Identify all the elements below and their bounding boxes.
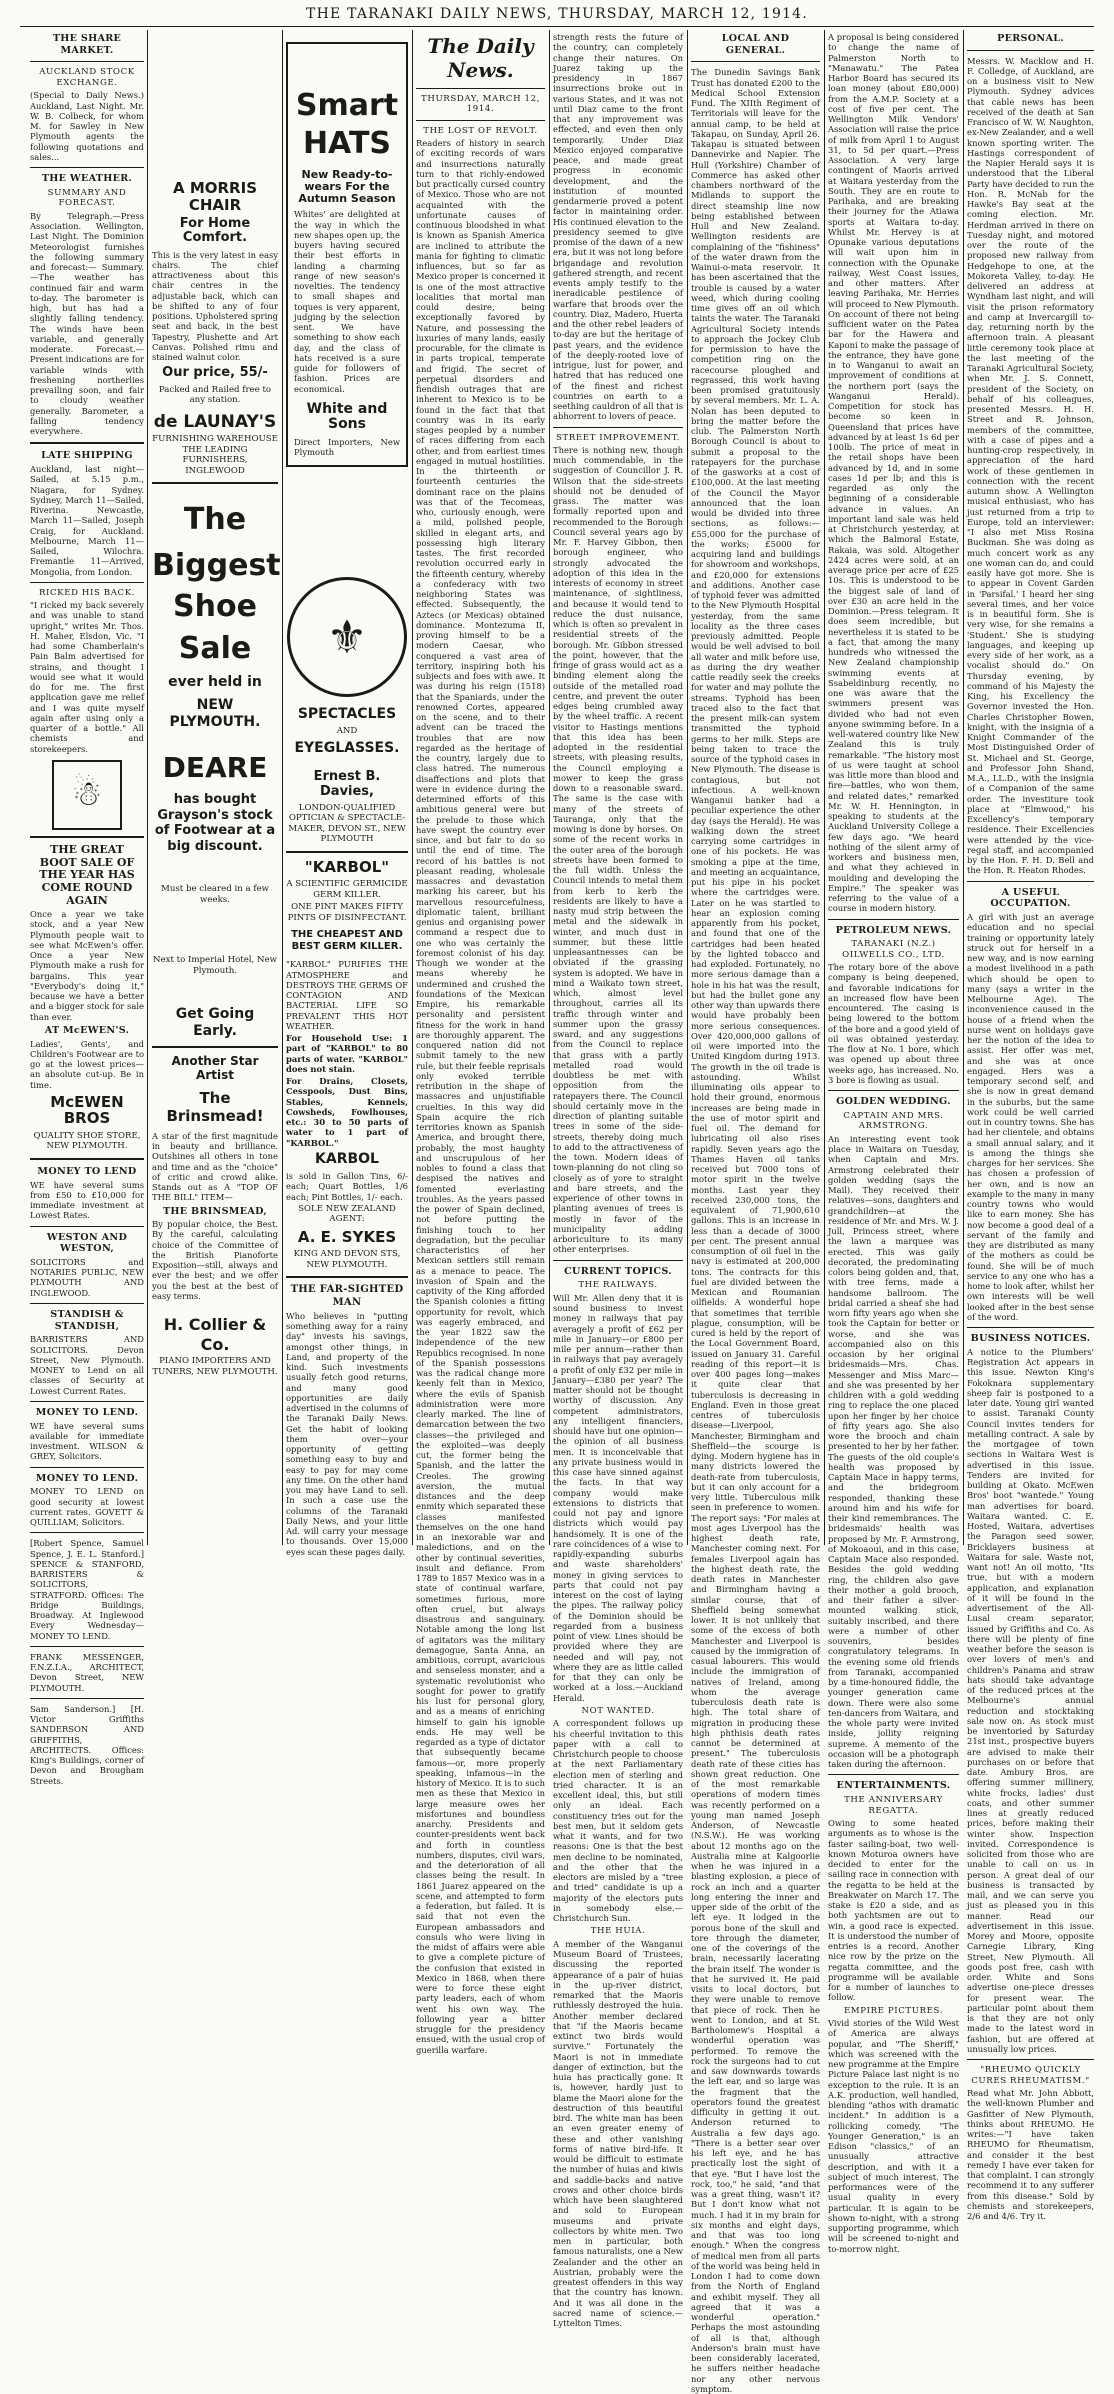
money-3-heading: MONEY TO LEND. xyxy=(35,1472,139,1484)
revolt-heading: THE LOST OF REVOLT. xyxy=(423,125,538,136)
column-5 xyxy=(553,30,683,2329)
mcewen-sub: QUALITY SHOE STORE, NEW PLYMOUTH. xyxy=(33,1130,141,1152)
morris-chair-price: Our price, 55/- xyxy=(162,365,268,381)
brinsmead-body: A star of the first magnitude in beauty and brilliance. Outshines all others in tone and time and as the "choice" of critic and crowd alike. Stands out as A "TOP OF THE BILL" ITEM— xyxy=(152,1130,278,1203)
eyeglasses-heading: EYEGLASSES. xyxy=(294,739,400,756)
far-sighted-heading: THE FAR-SIGHTED MAN xyxy=(290,1284,404,1308)
local-general-heading: LOCAL AND GENERAL. xyxy=(721,33,790,56)
shoe-sale-the: The xyxy=(183,502,247,538)
column-rule xyxy=(824,30,825,1545)
share-market-subheading: AUCKLAND STOCK EXCHANGE. xyxy=(39,67,135,88)
collier-name: H. Collier & Co. xyxy=(163,1315,267,1354)
karbol-heading-2: KARBOL xyxy=(315,1150,379,1167)
deare-cleared: Must be cleared in a few weeks. xyxy=(161,884,269,905)
railways-body: Will Mr. Allen deny that it is sound business to invest money in railways that pay averagely a profit of £62 per mile in January—or £800 per mile per annum—rather than in railways that pay averagely a profit of only £32 per mile in January—£380 per year? The matter should not be thought worthy of discussion. Any competent administrators, any intelligent financiers, should have but one opinion—the opinion of all business men. It is inconceivable that any private business would in this case have sinned against the facts. In that way company would make extensions to districts that could not pay and ignore districts which would pay handsomely. It is one of the rare coincidences of a wise to rapidly-expanding suburbs and waste shareholders' money in giving services to parts that could not pay interest on the cost of laying the pipes. The railway policy of the Dominion should be regarded from a business point of view. Lines should be provided where they are needed and will pay, not where they are as little called for that they can only be worked at a loss.—Auckland Herald. xyxy=(553,1292,683,1703)
column-rule xyxy=(147,30,148,1545)
karbol-heading: "KARBOL" xyxy=(304,857,390,876)
masthead: THE TARANAKI DAILY NEWS, THURSDAY, MARCH 12, 1914. xyxy=(306,6,808,22)
brinsmead-subheading: THE BRINSMEAD, xyxy=(162,1205,268,1217)
dateline: THURSDAY, MARCH 12, 1914. xyxy=(421,93,540,115)
personal-heading: PERSONAL. xyxy=(997,33,1064,44)
petroleum-heading: PETROLEUM NEWS. xyxy=(835,924,952,936)
street-body: There is nothing new, though much commendable, in the suggestion of Councillor J. R. Wilson that the side-streets should not be denuded of grass. The matter was formally reported upon and recommended to the Borough Council several years ago by Mr. F. Harvey Gibbon, then borough engineer, who strongly advocated the adoption of this idea in the interests of economy in street maintenance, of sightliness, and because it would tend to reduce the dust nuisance, which is often so prevalent in residential streets of the borough. Mr. Gibbon stressed the point, however, that the fringe of grass would act as a binding element along the outside of the metalled road centre, and prevent the outer edges being crumbled away by the wheel traffic. A recent visitor to Hastings mentions that this idea has been adopted in the residential streets, with pleasing results, the Council employing a mower to keep the grass down to a reasonable sward. The same is the case with many of the streets of Tauranga, only that the mowing is done by horses. On some of the recent works in the outer area of the borough streets have been formed to the full width. Unless the Council intends to metal them from kerb to kerb the residents are likely to have a nasty mud strip between the metal and the sidewalk in winter, and much dust in summer, but these little unpleasantnesses can be obviated if the grassing system is adopted. We have in mind a Waikato town street, which, almost level throughout, carries all its traffic through winter and summer upon the grassy sward, and any suggestions from the Council to replace that grass with a partly metalled road would doubtless be met with opposition from the ratepayers there. The Council should certainly move in the direction of planting suitable trees in some of the side-streets, thereby doing much to add to the attractiveness of the town. Modern ideas of town-planning do not cling so closely as of yore to straight and bare streets, and the experience of other towns in planting avenues of trees is mostly in favor of the municipality adding arboriculture to its many other enterprises. xyxy=(553,444,683,1255)
hats-heading: HATS xyxy=(302,125,392,161)
morris-chair-note: Packed and Railed free to any station. xyxy=(158,384,272,406)
ricked-back-body: "I ricked my back severely and was unable to stand upright," writes Mr. Thos. H. Maher, Elsdon, Vic. "I had some Chamberlain's Pain Balm advertised for strains, and thought I would see what it would do for me. The first application gave me relief and I was quite myself again after using only a quarter of a bottle." All chemists and storekeepers. xyxy=(30,600,144,754)
huia-body: A member of the Wanganui Museum Board of Trustees, discussing the reported appearance of a pair of huias in the up-river district, remarked that the Maoris ruthlessly destroyed the huia. Another member declared that "if the Maoris became extinct two birds would survive." Fortunately the Maori is not in immediate danger of extinction, but the huia has practically gone. It is, however, hardly just to blame the Maori alone for the destruction of this beautiful bird. The white man has been an even greater enemy of these and other vanishing forms of native bird-life. It would be difficult to estimate the number of huias and kiwis and saddle-backs and native crows and other choice birds which have been slaughtered and sold to European museums and private collectors by white men. Two men in particular, both famous naturalists, one a New Zealander and the other an Austrian, probably were the greatest offenders in this way that the country has known. And it was all done in the sacred name of science.—Lyttelton Times. xyxy=(553,1938,683,2329)
money-to-lend-heading: MONEY TO LEND xyxy=(37,1165,137,1177)
whites-sub: Direct Importers, New Plymouth xyxy=(294,436,400,457)
empire-pictures-heading: EMPIRE PICTURES. xyxy=(843,2005,944,2016)
boot-sale-body-2: Ladies', Gents', and Children's Footwear are to go at the lowest prices—an absolute cut-up. Be in time. xyxy=(30,1038,144,1090)
masthead-rule xyxy=(20,26,1094,27)
collier-sub: PIANO IMPORTERS AND TUNERS, NEW PLYMOUTH. xyxy=(152,1356,278,1377)
shoe-sale-biggest: Biggest xyxy=(152,547,281,583)
business-notices-heading: BUSINESS NOTICES. xyxy=(970,1333,1091,1345)
boot-sale-at: AT McEWEN'S. xyxy=(44,1024,130,1036)
messenger-notice: FRANK MESSENGER, F.N.Z.I.A., ARCHITECT, Devon Street, NEW PLYMOUTH. xyxy=(30,1651,144,1693)
delaunay-sub: FURNISHING WAREHOUSE THE LEADING FURNISHERS, INGLEWOOD xyxy=(152,434,278,476)
smart-hats-sub: New Ready-to-wears For the Autumn Season xyxy=(298,168,396,206)
smart-hats-body: Whites' are delighted at the way in which the new shapes open up, the buyers having secured their best efforts in landing a charming range of new season's novelties. The tendency to small shapes and toques is very apparent, judging by the selection sent. We have something to show each day, and the class of hats received is a sure guide for followers of fashion. Prices are economical. xyxy=(294,209,400,394)
man-figure-icon: ☃ xyxy=(52,760,122,830)
shipping-body: Auckland, last night—Sailed, at 5.15 p.m., Niagara, for Sydney. Sydney, March 11—Sailed, Riverina. Newcastle, March 11—Sailed, Joseph Craig, for Auckland. Melbourne, March 11—Sailed, Wilochra. Fremantle 11—Arrived, Mongolia, from London. xyxy=(30,464,144,577)
ricked-back-heading: RICKED HIS BACK. xyxy=(38,587,136,598)
davies-name: Ernest B. Davies, xyxy=(313,769,381,799)
weather-body: By Telegraph.—Press Association. Wellington, Last Night. The Dominion Meteorologist furnishes the following summary and forecast:— Summary.—The weather has continued fair and warm to-day. The barometer is high, but has had a slightly falling tendency. The winds have been variable, and generally moderate. Forecast.—Present indications are for variable winds with freshening northerlies prevailing soon, and fair to cloudy weather generally. Barometer, a falling tendency everywhere. xyxy=(30,210,144,437)
column-rule xyxy=(412,30,413,1545)
get-going-early: Get Going Early. xyxy=(175,1006,255,1040)
deare-body: has bought Grayson's stock of Footwear at a big discount. xyxy=(154,792,276,854)
sykes-sub: KING AND DEVON STS, NEW PLYMOUTH. xyxy=(293,1249,401,1270)
column-rule xyxy=(282,30,283,1545)
entertainments-heading: ENTERTAINMENTS. xyxy=(836,1780,951,1792)
column-1 xyxy=(30,30,144,1786)
karbol-cheap: THE CHEAPEST AND BEST GERM KILLER. xyxy=(291,929,403,953)
regatta-body: Owing to some heated arguments as to whose is the faster sailing-boat, two well-known Moturoa owners have decided to enter for the sailing race in connection with the regatta to be held at the Breakwater on March 17. The stake is £20 a side, and as both yachtsmen are out to win, a good race is expected. It is understood the number of entries is a record. Another nice row by the prize on the regatta committee, and the programme will be available for a number of launches to follow. xyxy=(828,1818,959,2003)
column-rule xyxy=(687,30,688,1545)
delaunay-name: de LAUNAY'S xyxy=(153,411,277,432)
shoe-sale-shoe: Shoe xyxy=(173,589,257,625)
karbol-agent: SOLE NEW ZEALAND AGENT: xyxy=(298,1203,396,1225)
deare-name: DEARE xyxy=(162,750,268,784)
column-rule xyxy=(549,30,550,1545)
smart-hats-ad xyxy=(286,42,408,467)
spectacles-heading: SPECTACLES xyxy=(297,706,397,723)
karbol-pint: ONE PINT MAKES FIFTY PINTS OF DISINFECTANT. xyxy=(287,902,407,923)
not-wanted-body: A correspondent follows up his cheerful invitation to this paper with a call to Christchurch people to choose at the next Parliamentary election men of sterling and tried character. It is an excellent ideal, this, but still only an ideal. Each constituency tries out for the best men, but it seldom gets what it wants, and for two reasons: One is that the best men decline to be nominated, and the other that the electors are misled by a "tree and tried" candidate is up a majority of the electors puts in somebody else.—Christchurch Sun. xyxy=(553,1718,683,1924)
standish-heading: STANDISH & STANDISH, xyxy=(50,1308,124,1332)
griffiths-notice: Sam Sanderson.] [H. Victor Griffiths SANDERSON AND GRIFFITHS, ARCHITECTS. Offices: King's Buildings, corner of Devon and Brougham Streets. xyxy=(30,1703,144,1786)
smart-heading: Smart xyxy=(295,88,399,123)
huia-heading: THE HUIA. xyxy=(590,1926,646,1937)
golden-wedding-body: An interesting event took place in Waitara on Tuesday, when Captain and Mrs. Armstrong celebrated their golden wedding (says the Mail). They received their relatives—sons, daughters and grandchildren—at the residence of Mr. and Mrs. W. J. Jull, Princess street, where the lawn a marquee was erected. This was gaily decorated, the predominating colors being golden and, that, with tree ferns, made a handsome ballroom. The bridal carried a sheaf she had worn fifty years ago when she took the Captain for better or worse, and she was accompanied also on this occasion by her original bridesmaids—Mrs. Chas. Messenger and Miss Marc—and she was presented by her children with a gold wedding ring to replace the one placed upon her finger by her choice of fifty years ago. She also wore the brooch and chain presented to her by her father. The guests of the old couple's health was proposed by Captain Mace in happy terms, and the bridegroom responded, thanking these around him and his wife for their kind remembrances. The bridesmaids' health was proposed by Mr. F. Armstrong, of Mokoaoui, and in this case, Captain Mace also responded. Besides the gold wedding ring, the children also gave their mother a gold brooch, and their father a silver-mounted walking stick, suitably inscribed, and there were a number of other souvenirs, besides congratulatory telegrams. In the evening some old friends from Taranaki, accompanied by a time-honoured fiddle, the younger generation came down. There were also some ten-dancers from Waitara, and the whole party were invited inside, jollity reigning supreme. A memento of the occasion will be a photograph taken during the afternoon. xyxy=(828,1133,959,1770)
karbol-household: For Household Use: 1 part of "KARBOL" to 80 parts of water. "KARBOL" does not stain. xyxy=(286,1033,408,1074)
shoe-sale-sale: Sale xyxy=(178,630,252,666)
railways-heading: THE RAILWAYS. xyxy=(578,1280,658,1291)
money-to-lend-body: WE have several sums from £50 to £10,000 for immediate investment at Lowest Rates. xyxy=(30,1179,144,1221)
column-8 xyxy=(967,30,1094,2222)
local-general-body: The Dunedin Savings Bank Trust has donated £200 to the Medical School Extension Fund. The XIIth Regiment of Territorials will leave for the annual camp, to be held at Takapau, on Sunday, April 26. Takapau is situated between Dannevirke and Napier. The Hull (Yorkshire) Chamber of Commerce has asked other chambers northward of the Midlands to support the direct steamship line now being established between Hull and New Zealand. Wellington residents are complaining of the "fishiness" of the water drawn from the Wainui-o-mata reservoir. It has been ascertained that the trouble is caused by a water weed, which during cooling time gives off an oil which taints the water. The Taranaki Agricultural Society intends to approach the Jockey Club for permission to have the competition ring on the racecourse ploughed and regrassed, this work having been promised gratuitously by several members. Mr. L. A. Nolan has been deputed to bring the matter before the club. The Palmerston North Borough Council is about to submit a proposal to the ratepayers for the purchase of the gasworks at a cost of £100,000. At the last meeting of the Council the Mayor announced that the loan would be divided into three sections, as follows:— £55,000 for the purchase of the works; £5000 for acquiring land and buildings for showroom and workshops, and £20,000 for extensions and additions. Another case of typhoid fever was admitted to the New Plymouth Hospital yesterday, from the same locality as the three cases previously admitted. People would be well advised to boil all water and milk before use, as during the dry weather cattle readily seek the creeks for water and may pollute the streams. Typhoid has been traced also to the fact that the present milk-can system transmitted the typhoid germs to her milk. Steps are being taken to trace the source of the typhoid cases in New Plymouth. The disease is contagious, but not infectious. A well-known Wanganui banker had a peculiar experience the other day (says the Herald). He was walking down the street carrying some cartridges in one of his pockets. He was smoking a pipe at the time, and meeting an acquaintance, put his pipe in his pocket where the cartridges were. Later on he was startled to hear an explosion coming apparently from his pocket, and found that one of the cartridges had been heated by the lighted tobacco and had exploded. Fortunately, no more serious damage than a hole in his hat was the result, but had the bullet gone any other way than upwards there would have probably been more serious consequences. Over 420,000,000 gallons of oil were imported into the United Kingdom during 1913. The growth in the oil trade is astounding. Whilst illuminating oils appear to hold their ground, enormous increases are being made in the use of motor spirit and fuel oil. The demand for lubricating oil also rises rapidly. Seven years ago the Thames Haven oil tanks received but 7000 tons of motor spirit in the twelve months. Last year they received 230,000 tons, the equivalent of 71,900,610 gallons. This is an increase in less than a decade of 3000 per cent. The present annual consumption of oil fuel in the navy is estimated at 200,000 tons. The contracts for this fuel are divided between the Mexican and Roumanian oilfields. A wonderful hope that sometimes that terrible plague, consumption, will be cured is held by the report of the Local Government Board, issued on January 31. Careful reading of this report—it is over 400 pages long—makes it quite clear that tuberculosis is decreasing in England. Even in those great centres of tuberculosis disease—Liverpool, Manchester, Birmingham and Sheffield—the scourge is dying. Modern hygiene has in many districts lowered the death-rate from tuberculosis, but it can only account for a very little. Tuberculous milk seen in preference to women. The report says: "For males at most ages Liverpool has the highest death rate, Manchester coming next. For females Liverpool again has the highest death rate, the death rates in Manchester and Birmingham having a similar course, that of Sheffield being somewhat lower. It is not unlikely that some of the excess of both Manchester and Liverpool is caused by the immigration of casual labourers. This would include the immigration of natives of Ireland, among whom the average tuberculosis death rate is high. The total share of migration in producing these high phthisis death rates cannot be determined at present." The tuberculosis death rate of these cities has shown great reduction. One of the most remarkable operations of modern times was recently performed on a young man named Joseph Anderson, of Newcastle (N.S.W.). He was working about 12 months ago on the Australia mine at Kalgoorlie when he was injured in a blasting explosion, a piece of rock an inch and a quarter long entering the inner and upper side of the orbit of the left eye. It lodged in the porous bone of the skull and tore through the diameter, one of the coverings of the brain, necessarily lacerating the brain itself. The wonder is that he survived it. He paid visits to local doctors, but they were unable to remove that piece of rock. Then he went to London, and at St. Bartholomew's Hospital a wonderful operation was performed. To remove the rock the surgeons had to cut and saw downwards towards the left ear, and so large was the fragment that the operators found the greatest difficulty in getting it out. Anderson returned to Australia a few days ago. "There is a better sear over his left eye, and he has practically lost the sight of that eye. "But I have lost the rock, too," he said, "and that was a great thing, wasn't it? But I don't know what not much. I had it in my brain for six months and eight days, and that was too long enough." When the congress of medical men from all parts of the world was being held in London I had to come down from the North of England and exhibit myself. They all agreed that it was a wonderful operation." Perhaps the most astounding of all is that, although Anderson's brain must have been considerably lacerated, he suffers neither headache nor any other nervous symptom. xyxy=(691,67,820,2394)
sykes-name: A. E. SYKES xyxy=(297,1227,397,1246)
empire-pictures-body: Vivid stories of the Wild West of America are always popular, and "The Sheriff," which was screened with the new programme at the Empire Picture Palace last night is no exception to the rule. It is an A.K. production, well handled, blending "athos with dramatic incident." In addition is a rollicking comedy, "The Younger Generation," is an Edison "classics," of an unusually attractive description, and with it a subject of much interest. The performances were of the usual quality in every particular. It is again to be shown to-night, with a strong supporting programme, which will be screened to-night and to-morrow night. xyxy=(828,2018,959,2254)
money-3-body: MONEY TO LEND on good security at lowest current rates. GOVETT & QUILLIAM, Solicitors. xyxy=(30,1486,144,1528)
standish-body: BARRISTERS AND SOLICITORS. Devon Street, New Plymouth. MONEY to Lend on all classes of Security at Lowest Current Rates. xyxy=(30,1334,144,1396)
not-wanted-heading: NOT WANTED. xyxy=(581,1705,655,1716)
shipping-heading: LATE SHIPPING xyxy=(41,450,133,462)
boot-sale-body: Once a year we take stock, and a year New Plymouth people wait to see what McEwen's offer. Once a year New Plymouth make a rush for bargains. This year "Everybody's doing it," because we have a better and a bigger stock for sale than ever. xyxy=(30,909,144,1022)
column-3 xyxy=(286,30,408,1557)
morris-chair-body: This is the very latest in easy chairs. The chief attractiveness about this chair centres in the adjustable back, which can be shifted to any of four positions. Upholstered spring seat and back, in the best Tapestry, Plushette and Art Canvas. Polished rimu and stained walnut color. xyxy=(152,249,278,363)
business-notices-body: A notice to the Plumbers' Registration Act appears in this issue. Newton King's Fokoknara supplementary sheep fair is postponed to a later date. Young girl wanted to assist. Taranaki County Council invites tenders for metalling contract. A sale by the mortgagee of town sections in Waitara West is advertised in this issue. Tenders are invited for building at Okato. McEwen Bros' boot "wantede." Young man advertises for board. Waitara wanted. C. E. Hosted, Waitara, advertises the Paragon seed sower. Bricklayers business at Waitara for sale. Waste not, want not! An oil motto, "Its true, but with a modern application, and explanation of it will be found in the advertisement of the All-Lusal cream separator, issued by Griffiths and Co. As there will be plenty of fine weather before the season is over lovers of men's and children's Panama and straw hats should take advantage of the reduced prices at the Melbourne's annual reduction and stocktaking sale now on. As stock must be inventoried by Saturday 21st inst., prospective buyers are advised to make their purchases on or before that date. Ambury Bros. are offering summer millinery, white frocks, ladies' dust coats, and other summer lines at greatly reduced prices, before making their winter show. Inspection invited. Correspondence is solicited from those who are unable to call on us in person. A great deal of our business is transacted by mail, and we can serve you just as pleased you in this manner. Read our advertisement in this issue. Morey and Moore, opposite Carnegie Library, King Street, New Plymouth. All goods post free, cash with order. White and Sons advertise one-piece dresses for present wear. The particular point about them is that they are not only made to the latest word in fashion, but are offered at unusually low prices. xyxy=(967,1346,1094,2054)
share-market-heading: THE SHARE MARKET. xyxy=(52,33,122,56)
boot-sale-heading: THE GREAT BOOT SALE OF THE YEAR HAS COME ROUND AGAIN xyxy=(39,842,135,907)
golden-wedding-sub: CAPTAIN AND MRS. ARMSTRONG. xyxy=(843,1110,944,1132)
column-4 xyxy=(416,30,545,2055)
deare-address: Next to Imperial Hotel, New Plymouth. xyxy=(153,955,277,976)
column-7 xyxy=(828,30,959,2254)
petroleum-sub: TARANAKI (N.Z.) OILWELLS CO., LTD. xyxy=(842,939,945,960)
petroleum-body: The rotary bore of the above company is being deepened, and favorable indications for an increased flow have been encountered. The casing is being lowered to the bottom of the bore and a good yield of oil was obtained yesterday. The flow at No. 1 bore, which was opened up about three weeks ago, has increased. No. 3 bore is flowing as usual. xyxy=(828,962,959,1085)
weston-body: SOLICITORS and NOTARIES PUBLIC, NEW PLYMOUTH AND INGLEWOOD. xyxy=(30,1256,144,1298)
spence-notice: [Robert Spence, Samuel Spence, J. E. L. Stanford.] SPENCE & STANFORD, BARRISTERS & SOLICITORS, STRATFORD. Offices: The Bridge Buildings, Broadway. At Inglewood Every Wednesday— MONEY TO LEND. xyxy=(30,1538,144,1641)
shoe-sale-town: NEW PLYMOUTH. xyxy=(169,697,261,730)
useful-occupation-body: A girl with just an average education and no special training or opportunity lately struck out for herself in a new way, and is now earning a modest livelihood in a path which should be open to many (says a writer in the Melbourne Age). The inconvenience caused in the house of a friend when the nurse went on holidays gave her the notion of the idea to assist. Her offer was met, and she was at once engaged. Hers was a temporary second self, and she is now in great demand in the suburbs, but the same work could be well carried out in country towns. She has had her clientele, and obtains a small annual salary, and it is among the things she charges for her services. She has chosen a profession of her own, and is now an example to the many in many country towns who would like to earn money. She has now become a good deal of a servant of the family and they are distributed as many of the mothers as could be found. She will be of much service to any one who has a home to look after, whilst her own interests will be well looked after in the best sense of the word. xyxy=(967,912,1094,1322)
rheumo-body: Read what Mr. John Abbott, the well-known Plumber and Gasfitter of New Plymouth, thinks about RHEUMO. He writes:—"I have taken RHEUMO for Rheumatism, and consider it the best remedy I have ever taken for that complaint. I can strongly recommend it to any sufferer from this disease." Sold by chemists and storekeepers, 2/6 and 4/6. Try it. xyxy=(967,2088,1094,2222)
share-market-body: (Special to Daily News.) Auckland, Last Night. Mr. W. B. Colbeck, for whom M. for Sawley in New Plymouth agents the following quotations and sales... xyxy=(30,90,144,162)
column-6 xyxy=(691,30,820,2394)
revolt-continued: strength rests the future of the country, can completely change their natures. On Juarez taking up the presidency in 1867 insurrections broke out in various States, and it was not until Diaz came to the front that any improvement was effected, and even then only temporarily. Under Diaz Mexico enjoyed comparative peace, and made great progress in economic development, and the institution of mounted gendarmerie proved a potent factor in maintaining order. His continued elevation to the presidency seemed to give promise of the dawn of a new era, but it was not long before brigandage and revolution gathered strength, and recent events amply testify to the ineradicable pestilence of warfare that broods over the country. Diaz, Madero, Huerta and the other rebel leaders of to-day are but the heritage of past years, and the evidence of the deeply-rooted love of intrigue, lust for power, and hatred that has reduced one of the finest and richest countries on earth to a seething cauldron of all that is abhorrent to lovers of peace. xyxy=(553,32,683,422)
money-2-body: WE have several sums available for immediate investment. WILSON & GREY, Solicitors. xyxy=(30,1420,144,1462)
whites-name: White and Sons xyxy=(306,400,388,433)
shoe-sale-ever: ever held in xyxy=(168,674,262,691)
rheumo-heading: "RHEUMO QUICKLY CURES RHEUMATISM." xyxy=(971,2065,1090,2086)
karbol-body: "KARBOL" PURIFIES THE ATMOSPHERE and DESTROYS THE GERMS OF CONTAGION AND BACTERIAL LIFE SO PREVALENT THIS HOT WEATHER. xyxy=(286,959,408,1031)
davies-sub: LONDON-QUALIFIED OPTICIAN & SPECTACLE-MAKER, DEVON ST., NEW PLYMOUTH xyxy=(288,802,406,845)
revolt-body: Readers of history in search of exciting records of wars and insurrections naturally turn to that richly-endowed but practically cursed country of Mexico. Those who are not acquainted with the unfortunate causes of continuous bloodshed in what is known as Spanish America are inclined to attribute the mania for fighting to climatic influences, but so far as Mexico proper is concerned it is one of the most attractive localities that mortal man could desire, being exceptionally favored by Nature, and possessing the luxuries of many lands, easily procurable, for the climate is in parts tropical, temperate and frigid. The secret of perpetual disorders and fiendish outrages that are inherent to Mexico is to be found in the fact that that country was in its early stages peopled by a number of races differing from each other, and from earliest times engaged in mutual hostilities. In the thirteenth or fourteenth centuries the dominant race on the plains was that of the Tecomeas, who, curiously enough, were a mild, polished people, skilled in elegant arts, and possessing high literary tastes. The first recorded revolution occurred early in the fifteenth century, whereby a confederacy with two neighboring States was effected. Subsequently, the Aztecs (or Mexicas) obtained dominance. Montezuma II, proving himself to be a modern Caesar, who conquered a vast area of territory, inspiring both his subjects and foes with awe. It was during his reign (1518) that the Spaniards, under the renowned Cortes, appeared on the scene, and to their advent can be traced the troubles that are now regarded as the heritage of the country, largely due to class hatred. The numerous disaffections and plots that were in evidence during the determined efforts of this ambitious general were but the prelude to those which have swept the country ever since, and but fair to do so until the end of time. The record of his battles is not pleasant reading, wholesale massacres and devastation marking his career, but his marvellous resourcefulness, diplomatic talent, brilliant genius and organising power command a respect due to one who was certainly the foremost colonist of his day. Though we wonder at the means whereby he undermined and crushed the foundations of the Mexican Empire, his remarkable personality and persistent fitness for the work in hand are thoroughly apparent. The conquered nation did not submit tamely to the new rule, but their feeble reprisals only evoked terrible retribution in the shape of massacres and unjustifiable cruelties. In this way did Spain acquire the rich territories known as Spanish America, and brought there, probably, the most haughty and unscrupulous of her nobles to found a class that despised the natives and fomented everlasting troubles. As the years passed the power of Spain declined, not before putting the finishing touch to her degradation, but the peculiar characteristics of her Mexican settlers still remain as a menace to peace. The invasion of Spain and the captivity of the King afforded the Spanish colonies a fitting opportunity for revolt, which was eagerly embraced, and the year 1822 saw the independence of the new Republics recognised. In none of the Spanish possessions was the radical change more keenly felt than in Mexico, where the evils of Spanish administration were more clearly marked. The line of demarcation between the two classes—the privileged and the exploited—was deeply cut, the former being the Spanish, and the latter the Creoles. The growing aversion, the mutual distances and the deep enmity which separated these classes manifested themselves on the one hand in an inexorable war and maledictions, and on the other by continual severities, insult and defiance. From 1789 to 1857 Mexico was in a state of continual warfare, sometimes furious, more often cruel, but always disastrous and sanguinary. Notable among the long list of agitators was the military demagogue, Santa Anna, an ambitious, corrupt, avaricious and senseless monster, and a systematic revolutionist who sought for power to gratify his lust for personal glory, and as a means of enriching himself to gain his ignoble ends. He may well be regarded as a type of dictator that subsequently became famous—or, more properly speaking, infamous—in the history of Mexico. It is to such men as these that Mexico in large measure owes her misfortunes and boundless anarchy. Presidents and counter-presidents went back and forth in countless numbers, disputes, civil wars, and the deterioration of all classes being the result. In 1861 Juarez appeared on the scene, and attempted to form a federation, but failed. It is said that not even the European ambassadors and consuls who were living in the midst of affairs were able to give a complete picture of the confusion that existed in Mexico in 1868, when there were to force these eight party leaders, each of whom went his own way. The following year a bitter struggle for the presidency ensued, with the usual crop of guerilla warfare. xyxy=(416,138,545,2055)
brinsmead-body-2: By popular choice, the Best. By the careful, calculating choice of the Committee of the British Pianoforte Exposition—still, always and ever the best; and we offer you the best at the best of easy terms. xyxy=(152,1219,278,1301)
current-topics-heading: CURRENT TOPICS. xyxy=(564,1265,672,1277)
spectacle-makers-seal-icon: ⚜ xyxy=(287,577,407,697)
karbol-sub: A SCIENTIFIC GERMICIDE GERM KILLER. xyxy=(286,879,408,900)
personal-body: Messrs. W. Macklow and H. F. Colledge, of Auckland, are on a business visit to New Plymouth. Sydney advices that cable news has been received of the death at San Francisco of W. W. Naughton, ex-New Zealander, and a well known sporting writer. The Hastings correspondent of the Napier Herald says it is understood that the Liberal Party have decided to run the Hon. R. McNab for the Hawke's Bay seat at the coming election. Mr. Herdman arrived in there on Tuesday night, and motored over the route of the proposed new railway from Hedgehope to one, at the Mokoreta Valley, to-day. He delivered an address at Wyndham last night, and will visit the prison reformatory and camp at Invercargill to-day, returning north by the afternoon train. A pleasant little ceremony took place at the last meeting of the Taranaki Agricultural Society, when Mr. J. S. Connett, president of the Society, on behalf of his colleagues, presented Messrs. H. H. Street and R. Johnson, members of the committee, with a case of pipes and a hunting-crop respectively, in appreciation of the hard work of these gentlemen in connection with the recent autumn show. A Wellington musical enthusiast, who has just returned from a trip to Europe, told an interviewer: "I also met Miss Rosina Buckman. She was doing as much concert work as any one woman can do, and could easily have got more. She is to appear in Covent Garden in 'Parsifal.' I heard her sing several times, and her voice is in beautiful form. She is very wise, for she remains a 'Student.' She is studying languages, and keeping up every side of her work, as a vocalist should do." On Thursday evening, by command of his Majesty the King, his Excellency the Governor invested the Hon. Charles Christopher Bowen, knight, with the insignia of a Knight Commander of the Most Distinguished Order of St. Michael and St. George, and Professor John Shand, M.A., LL.D., with the insignia of a Companion of the same order. The investiture took place at "Elmwood," his Excellency's temporary residence. Their Excellencies were attended by the vice-regal staff, and accompanied by the Hon. F. H. D. Bell and the Hon. R. Heaton Rhodes. xyxy=(967,55,1094,876)
column-2 xyxy=(152,30,281,1545)
golden-wedding-heading: GOLDEN WEDDING. xyxy=(836,1096,951,1108)
karbol-drains: For Drains, Closets, Cesspools, Dust Bins, Stables, Kennels, Cowsheds, Fowlhouses, etc.: 30 to 50 parts of water to 1 part of "KARBOL." xyxy=(286,1076,408,1148)
column-rule xyxy=(963,30,964,1545)
far-sighted-body: Who believes in "putting something away for a rainy day" invests his savings, amongst other things, in Land, and property of the kind. Such investments usually fetch good returns, and many good opportunities are daily advertised in the columns of the Taranaki Daily News. Get the habit of looking them over—your opportunity of getting something easy to buy and easy to pay for may come any time. On the other hand you may have Land to sell. In such a case use the columns of the Taranaki Daily News, and your little Ad. will carry your message to thousands. Over 15,000 eyes scan these pages daily. xyxy=(286,1310,408,1557)
weather-heading: THE WEATHER. xyxy=(41,173,133,185)
street-heading: STREET IMPROVEMENT. xyxy=(555,432,681,443)
mcewen-name: McEWEN BROS xyxy=(50,1092,124,1128)
morris-chair-heading: A MORRIS CHAIR xyxy=(173,179,257,214)
local-general-continued: A proposal is being considered to change the name of Palmerston North to "Manawatu." The Patea Harbor Board has secured its loan money (about £80,000) from the A.M.P. Society at a cost of five per cent. The Wellington Milk Vendors' Association will raise the price of milk from April 1 to August 31, to 5d per quart.—Press Association. A very large contingent of Maoris arrived at Waitara yesterday from the South. They are en route to Parihaka, and are breaking their journey for the Atiawa sports at Waitara to-day. Whilst Mr. Hervey is at Opunake various deputations will wait upon him in connection with the Opunake railway, West Coast issues, and other matters. After leaving Parihaka, Mr. Herries will proceed to New Plymouth. On account of there not being sufficient water on the Patea bar for the Hawera and Kaponi to make the passage of the entrance, they have gone in to Wanganui to await an improvement of conditions at the northern port (says the Wanganui Herald). Competition for stock has become so keen in Queensland that prices have advanced by at least 1s 6d per 100lb. The price of meat in the retail shops have been advanced by 1d, and in some cases 1d per lb; and this is regarded as only the beginning of a considerable advance in values. An important land sale was held at Christchurch yesterday, at which the Balmoral Estate, Rakaia, was sold. Altogether 2424 acres were sold, at an average price per acre of £25 10s. This is understood to be the biggest sale of land of over £30 an acre held in the Dominion.—Press telegram. It does seem incredible, but nevertheless it is stated to be a fact, that among the many hundreds who witnessed the New Zealand championship swimming events at Ssabeldinburg recently, no one was aware that the swimmers present was divided who had not even anyone swimming before. In a well-watered country like New Zealand this is truly remarkable. "The history most of us were taught at school was little more than blood and fire—battles, who won them, and related dates," remarked Mr. W. H. Hennington, in speaking to students at the Auckland University College a few days ago. "We heard nothing of the silent army of workers and business men, and what they achieved in moulding and developing the Empire." The speaker was referring to the value of a course in modern history. xyxy=(828,32,959,914)
brinsmead-heading: The Brinsmead! xyxy=(166,1088,264,1125)
morris-chair-sub: For Home Comfort. xyxy=(179,216,251,246)
brinsmead-artist: Another Star Artist xyxy=(171,1053,259,1083)
useful-occupation-heading: A USEFUL OCCUPATION. xyxy=(990,886,1071,910)
weather-subheading: SUMMARY AND FORECAST. xyxy=(47,187,127,209)
money-2-heading: MONEY TO LEND. xyxy=(35,1406,139,1418)
spectacles-and: AND xyxy=(336,726,358,737)
weston-heading: WESTON AND WESTON, xyxy=(46,1231,128,1255)
regatta-heading: THE ANNIVERSARY REGATTA. xyxy=(844,1795,943,1816)
paper-title: The Daily News. xyxy=(427,34,534,83)
karbol-sold: is sold in Gallon Tins, 6/- each; Quart Bottles, 1/6 each; Pint Bottles, 1/- each. xyxy=(286,1171,408,1202)
